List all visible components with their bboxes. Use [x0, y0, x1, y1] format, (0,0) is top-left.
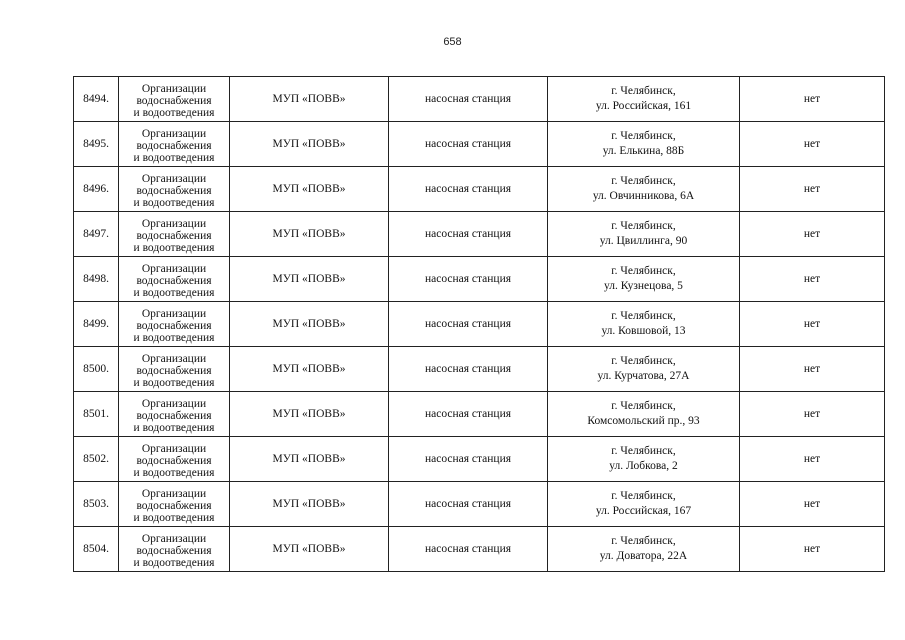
- organization-category-cell: [119, 347, 230, 392]
- address-line: г. Челябинск,: [611, 445, 676, 457]
- organization-category-line: водоснабжения: [136, 545, 212, 557]
- address-cell: [548, 122, 740, 167]
- table-row: [74, 347, 885, 392]
- operator-cell: МУП «ПОВВ»: [230, 167, 389, 212]
- organization-category-line: водоснабжения: [136, 230, 212, 242]
- organization-category-line: водоснабжения: [136, 140, 212, 152]
- organization-category-line: водоснабжения: [136, 365, 212, 377]
- operator-cell: МУП «ПОВВ»: [230, 77, 389, 122]
- organization-category-line: водоснабжения: [136, 275, 212, 287]
- organization-category-line: Организации: [141, 533, 207, 545]
- organization-category-line: и водоотведения: [133, 422, 215, 434]
- address-line: ул. Кузнецова, 5: [604, 280, 683, 292]
- flag-cell: нет: [740, 392, 885, 437]
- table-row: [74, 257, 885, 302]
- row-number-cell: 8497.: [74, 212, 119, 257]
- organization-category-line: водоснабжения: [136, 455, 212, 467]
- row-number-cell: 8501.: [74, 392, 119, 437]
- organization-category-line: и водоотведения: [133, 152, 215, 164]
- organization-category-cell: [119, 257, 230, 302]
- flag-cell: нет: [740, 302, 885, 347]
- table-row: [74, 167, 885, 212]
- table-row: [74, 77, 885, 122]
- flag-cell: нет: [740, 77, 885, 122]
- address-cell: [548, 347, 740, 392]
- table-row: [74, 437, 885, 482]
- organization-category-line: и водоотведения: [133, 242, 215, 254]
- address-line: г. Челябинск,: [611, 490, 676, 502]
- facility-type-cell: насосная станция: [389, 302, 548, 347]
- operator-cell: МУП «ПОВВ»: [230, 302, 389, 347]
- facility-type-cell: насосная станция: [389, 122, 548, 167]
- organization-category-line: и водоотведения: [133, 107, 215, 119]
- flag-cell: нет: [740, 527, 885, 572]
- organization-category-cell: [119, 77, 230, 122]
- organization-category-line: водоснабжения: [136, 185, 212, 197]
- row-number-cell: 8503.: [74, 482, 119, 527]
- table-row: [74, 212, 885, 257]
- address-cell: [548, 212, 740, 257]
- row-number-cell: 8498.: [74, 257, 119, 302]
- organization-category-line: и водоотведения: [133, 287, 215, 299]
- address-line: г. Челябинск,: [611, 535, 676, 547]
- address-line: ул. Российская, 161: [595, 100, 692, 112]
- address-cell: [548, 392, 740, 437]
- address-line: ул. Овчинникова, 6А: [592, 190, 695, 202]
- address-line: г. Челябинск,: [611, 130, 676, 142]
- organization-category-cell: [119, 302, 230, 347]
- address-line: г. Челябинск,: [611, 310, 676, 322]
- organization-category-cell: [119, 527, 230, 572]
- flag-cell: нет: [740, 212, 885, 257]
- flag-cell: нет: [740, 437, 885, 482]
- table-row: [74, 302, 885, 347]
- address-cell: [548, 482, 740, 527]
- flag-cell: нет: [740, 482, 885, 527]
- organization-category-line: Организации: [141, 173, 207, 185]
- page-number: 658: [443, 36, 462, 48]
- facility-type-cell: насосная станция: [389, 212, 548, 257]
- address-line: ул. Елькина, 88Б: [602, 145, 685, 157]
- facility-type-cell: насосная станция: [389, 527, 548, 572]
- organization-category-line: и водоотведения: [133, 512, 215, 524]
- address-cell: [548, 167, 740, 212]
- organization-category-cell: [119, 167, 230, 212]
- row-number-cell: 8494.: [74, 77, 119, 122]
- organization-category-line: водоснабжения: [136, 410, 212, 422]
- organization-category-line: Организации: [141, 218, 207, 230]
- registry-table: [73, 76, 885, 572]
- organization-category-line: Организации: [141, 398, 207, 410]
- organization-category-cell: [119, 392, 230, 437]
- organization-category-line: Организации: [141, 83, 207, 95]
- operator-cell: МУП «ПОВВ»: [230, 212, 389, 257]
- row-number-cell: 8496.: [74, 167, 119, 212]
- organization-category-line: водоснабжения: [136, 500, 212, 512]
- registry-table-body: [74, 77, 885, 572]
- operator-cell: МУП «ПОВВ»: [230, 482, 389, 527]
- facility-type-cell: насосная станция: [389, 257, 548, 302]
- flag-cell: нет: [740, 122, 885, 167]
- organization-category-line: Организации: [141, 263, 207, 275]
- organization-category-line: Организации: [141, 308, 207, 320]
- facility-type-cell: насосная станция: [389, 392, 548, 437]
- address-cell: [548, 257, 740, 302]
- row-number-cell: 8495.: [74, 122, 119, 167]
- flag-cell: нет: [740, 257, 885, 302]
- address-line: г. Челябинск,: [611, 400, 676, 412]
- facility-type-cell: насосная станция: [389, 77, 548, 122]
- address-line: ул. Курчатова, 27А: [597, 370, 690, 382]
- organization-category-cell: [119, 437, 230, 482]
- table-row: [74, 527, 885, 572]
- address-line: г. Челябинск,: [611, 220, 676, 232]
- organization-category-line: и водоотведения: [133, 197, 215, 209]
- address-cell: [548, 527, 740, 572]
- address-line: ул. Лобкова, 2: [609, 460, 678, 472]
- address-line: ул. Цвиллинга, 90: [599, 235, 688, 247]
- address-cell: [548, 77, 740, 122]
- organization-category-line: Организации: [141, 443, 207, 455]
- organization-category-line: и водоотведения: [133, 467, 215, 479]
- organization-category-cell: [119, 482, 230, 527]
- row-number-cell: 8504.: [74, 527, 119, 572]
- address-line: г. Челябинск,: [611, 355, 676, 367]
- flag-cell: нет: [740, 347, 885, 392]
- table-row: [74, 122, 885, 167]
- organization-category-line: и водоотведения: [133, 332, 215, 344]
- organization-category-cell: [119, 212, 230, 257]
- address-line: г. Челябинск,: [611, 265, 676, 277]
- operator-cell: МУП «ПОВВ»: [230, 257, 389, 302]
- facility-type-cell: насосная станция: [389, 482, 548, 527]
- organization-category-line: водоснабжения: [136, 320, 212, 332]
- organization-category-line: и водоотведения: [133, 377, 215, 389]
- facility-type-cell: насосная станция: [389, 167, 548, 212]
- address-cell: [548, 437, 740, 482]
- organization-category-line: Организации: [141, 353, 207, 365]
- address-line: ул. Российская, 167: [595, 505, 692, 517]
- operator-cell: МУП «ПОВВ»: [230, 122, 389, 167]
- address-line: ул. Доватора, 22А: [599, 550, 688, 562]
- row-number-cell: 8502.: [74, 437, 119, 482]
- flag-cell: нет: [740, 167, 885, 212]
- organization-category-line: Организации: [141, 488, 207, 500]
- row-number-cell: 8499.: [74, 302, 119, 347]
- facility-type-cell: насосная станция: [389, 347, 548, 392]
- organization-category-line: и водоотведения: [133, 557, 215, 569]
- operator-cell: МУП «ПОВВ»: [230, 437, 389, 482]
- facility-type-cell: насосная станция: [389, 437, 548, 482]
- operator-cell: МУП «ПОВВ»: [230, 347, 389, 392]
- organization-category-cell: [119, 122, 230, 167]
- operator-cell: МУП «ПОВВ»: [230, 527, 389, 572]
- address-line: ул. Ковшовой, 13: [601, 325, 686, 337]
- organization-category-line: Организации: [141, 128, 207, 140]
- row-number-cell: 8500.: [74, 347, 119, 392]
- address-line: г. Челябинск,: [611, 85, 676, 97]
- address-cell: [548, 302, 740, 347]
- address-line: Комсомольский пр., 93: [587, 415, 700, 427]
- operator-cell: МУП «ПОВВ»: [230, 392, 389, 437]
- table-row: [74, 392, 885, 437]
- table-row: [74, 482, 885, 527]
- organization-category-line: водоснабжения: [136, 95, 212, 107]
- address-line: г. Челябинск,: [611, 175, 676, 187]
